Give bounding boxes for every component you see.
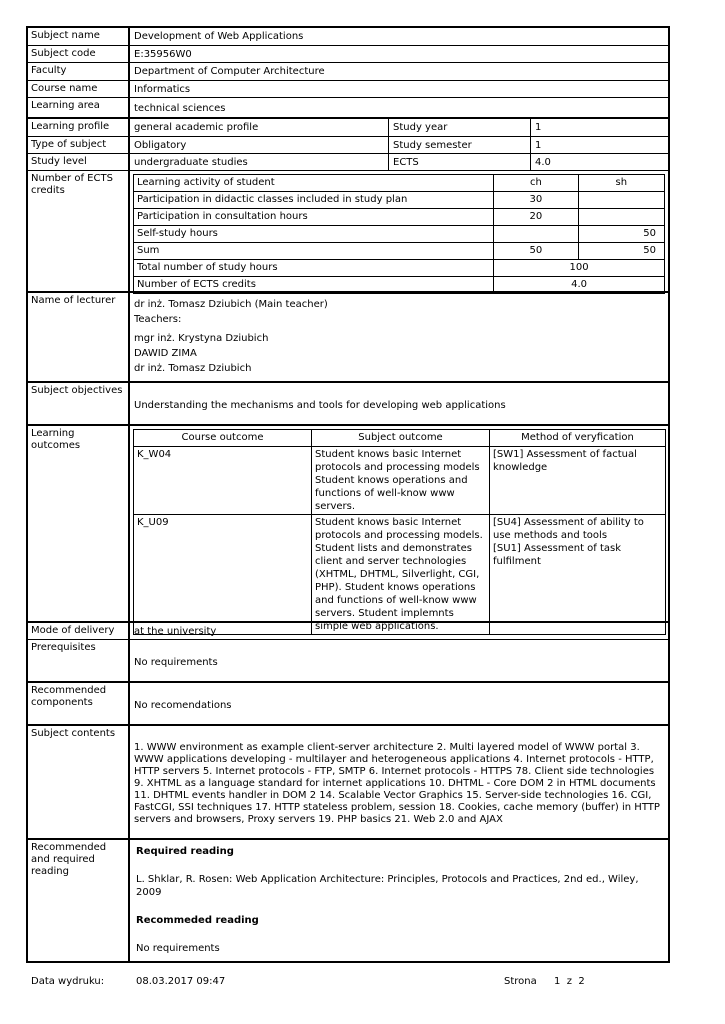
- label-lecturer: Name of lecturer: [28, 293, 130, 381]
- row-components: [28, 683, 668, 726]
- value-ects: 4.0: [530, 154, 668, 170]
- value-objectives: Understanding the mechanisms and tools for developing web applications: [134, 400, 506, 411]
- credits-header-ch: ch: [494, 175, 578, 192]
- value-learning-profile: general academic profile: [134, 122, 259, 133]
- credits-row-name: Participation in consultation hours: [134, 209, 494, 226]
- value-delivery: at the university: [134, 626, 217, 637]
- credits-total-row: [134, 260, 665, 277]
- label-subject-code: Subject code: [28, 46, 130, 62]
- label-ects-credits: Number of ECTS credits: [28, 171, 130, 291]
- recommended-reading-item: No requirements: [136, 943, 220, 954]
- lecturer-teacher: dr inż. Tomasz Dziubich: [134, 363, 252, 374]
- credits-table: [133, 174, 665, 294]
- row-ects-credits: [28, 171, 668, 293]
- row-subject-code: [28, 46, 668, 63]
- outcome-subject: Student knows basic Internet protocols and processing models. Student lists and demonstrates client and server technologies (XHTML, DHTML, Silverlight, CGI, PHP). Student knows operations and functions of well-know www servers. Student implemnts simple web applications.: [312, 515, 490, 635]
- lecturer-block: [130, 293, 668, 381]
- outcome-method: [SW1] Assessment of factual knowledge: [490, 447, 666, 515]
- value-contents: 1. WWW environment as example client-server architecture 2. Multi layered model of WWW portal 3. WWW applications developing - multilayer and heterogeneous applications 4. Internet protocols - HTTP, HTTP servers 5. Internet protocols - FTP, SMTP 6. Internet protocols - HTTPS 78. Client side technologies 9. XHTML as a language standard for internet applications 10. DHTML - Core DOM 2 in HTML documents 11. DHTML events handler in DOM 2 14. Scalable Vector Graphics 15. Server-side technologies 16. CGI, FastCGI, SSI techniques 17. HTTP stateless problem, session 18. Cookies, cache memory (buffer) in HTTP servers and browsers, Proxy servers 19. PHP basics 21. Web 2.0 and AJAX: [134, 742, 660, 825]
- label-faculty: Faculty: [28, 63, 130, 80]
- outcome-course: K_U09: [134, 515, 312, 635]
- value-subject-name: Development of Web Applications: [134, 31, 304, 42]
- value-components: No recomendations: [134, 700, 232, 711]
- label-course-name: Course name: [28, 81, 130, 97]
- label-ects: ECTS: [388, 154, 530, 170]
- credits-row-ch: 30: [494, 192, 578, 209]
- footer-page-number: 1 z 2: [554, 976, 585, 987]
- label-study-year: Study year: [388, 119, 530, 136]
- outcomes-table: [133, 429, 666, 635]
- row-reading: [28, 840, 668, 961]
- credits-row: [134, 192, 665, 209]
- value-prerequisites: No requirements: [134, 657, 218, 668]
- label-reading: Recommended and required reading: [28, 840, 130, 961]
- outcomes-header-subject: Subject outcome: [312, 430, 490, 447]
- row-subject-name: [28, 28, 668, 46]
- outcome-course: K_W04: [134, 447, 312, 515]
- value-study-level: undergraduate studies: [134, 157, 248, 168]
- label-learning-profile: Learning profile: [28, 119, 130, 136]
- label-prerequisites: Prerequisites: [28, 640, 130, 681]
- outcomes-row: [134, 515, 666, 635]
- credits-row-name: Sum: [134, 243, 494, 260]
- value-study-year: 1: [530, 119, 668, 136]
- credits-row: [134, 226, 665, 243]
- credits-total-value: 100: [494, 260, 665, 277]
- footer-page-label: Strona: [504, 976, 537, 987]
- row-learning-profile: [28, 119, 668, 137]
- credits-row-sh: [578, 192, 664, 209]
- credits-row-sh: 50: [578, 243, 664, 260]
- label-type-of-subject: Type of subject: [28, 137, 130, 153]
- reading-block: [130, 840, 668, 961]
- label-learning-outcomes: Learning outcomes: [28, 426, 130, 621]
- credits-row-ch: 20: [494, 209, 578, 226]
- row-study-level: [28, 154, 668, 171]
- row-learning-area: [28, 98, 668, 119]
- value-type-of-subject: Obligatory: [134, 140, 187, 151]
- credits-row-ch: 50: [494, 243, 578, 260]
- required-reading-item: L. Shklar, R. Rosen: Web Application Architecture: Principles, Protocols and Practices, 2nd ed., Wiley, 2009: [136, 874, 639, 898]
- label-contents: Subject contents: [28, 726, 130, 838]
- outcome-method: [SU4] Assessment of ability to use methods and tools [SU1] Assessment of task fulfilment: [490, 515, 666, 635]
- row-contents: [28, 726, 668, 840]
- label-components: Recommended components: [28, 683, 130, 724]
- lecturer-teacher: mgr inż. Krystyna Dziubich: [134, 333, 269, 344]
- label-objectives: Subject objectives: [28, 383, 130, 424]
- row-course-name: [28, 81, 668, 98]
- credits-ects-label: Number of ECTS credits: [134, 277, 494, 294]
- row-objectives: [28, 383, 668, 426]
- credits-total-label: Total number of study hours: [134, 260, 494, 277]
- credits-row-ch: [494, 226, 578, 243]
- row-delivery: [28, 623, 668, 640]
- credits-table-wrap: [133, 174, 665, 294]
- credits-ects-row: [134, 277, 665, 294]
- lecturer-main: dr inż. Tomasz Dziubich (Main teacher): [134, 299, 328, 310]
- row-type-of-subject: [28, 137, 668, 154]
- recommended-reading-heading: Recommeded reading: [136, 915, 259, 926]
- label-subject-name: Subject name: [28, 28, 130, 45]
- credits-row: [134, 209, 665, 226]
- credits-header-row: [134, 175, 665, 192]
- label-delivery: Mode of delivery: [28, 623, 130, 639]
- outcome-subject: Student knows basic Internet protocols and processing models Student knows operations and functions of well-know www servers.: [312, 447, 490, 515]
- label-study-level: Study level: [28, 154, 130, 170]
- value-course-name: Informatics: [134, 84, 191, 95]
- row-lecturer: [28, 293, 668, 383]
- outcomes-row: [134, 447, 666, 515]
- label-study-semester: Study semester: [388, 137, 530, 153]
- syllabus-sheet: [26, 26, 670, 963]
- outcomes-header-row: [134, 430, 666, 447]
- outcomes-header-course: Course outcome: [134, 430, 312, 447]
- label-learning-area: Learning area: [28, 98, 130, 117]
- value-subject-code: E:35956W0: [134, 49, 192, 60]
- footer-print-label: Data wydruku:: [31, 976, 105, 987]
- lecturer-teachers-label: Teachers:: [134, 314, 182, 325]
- value-study-semester: 1: [530, 137, 668, 153]
- credits-row-sh: 50: [578, 226, 664, 243]
- outcomes-table-wrap: [133, 429, 666, 635]
- footer-print-date: 08.03.2017 09:47: [136, 976, 226, 987]
- value-faculty: Department of Computer Architecture: [134, 66, 325, 77]
- credits-row-name: Self-study hours: [134, 226, 494, 243]
- outcomes-header-method: Method of veryfication: [490, 430, 666, 447]
- row-faculty: [28, 63, 668, 81]
- credits-row: [134, 243, 665, 260]
- credits-row-name: Participation in didactic classes included in study plan: [134, 192, 494, 209]
- lecturer-teacher: DAWID ZIMA: [134, 348, 197, 359]
- value-learning-area: technical sciences: [134, 103, 226, 114]
- credits-header-activity: Learning activity of student: [134, 175, 494, 192]
- credits-header-sh: sh: [578, 175, 664, 192]
- credits-row-sh: [578, 209, 664, 226]
- row-prerequisites: [28, 640, 668, 683]
- required-reading-heading: Required reading: [136, 846, 234, 857]
- credits-ects-value: 4.0: [494, 277, 665, 294]
